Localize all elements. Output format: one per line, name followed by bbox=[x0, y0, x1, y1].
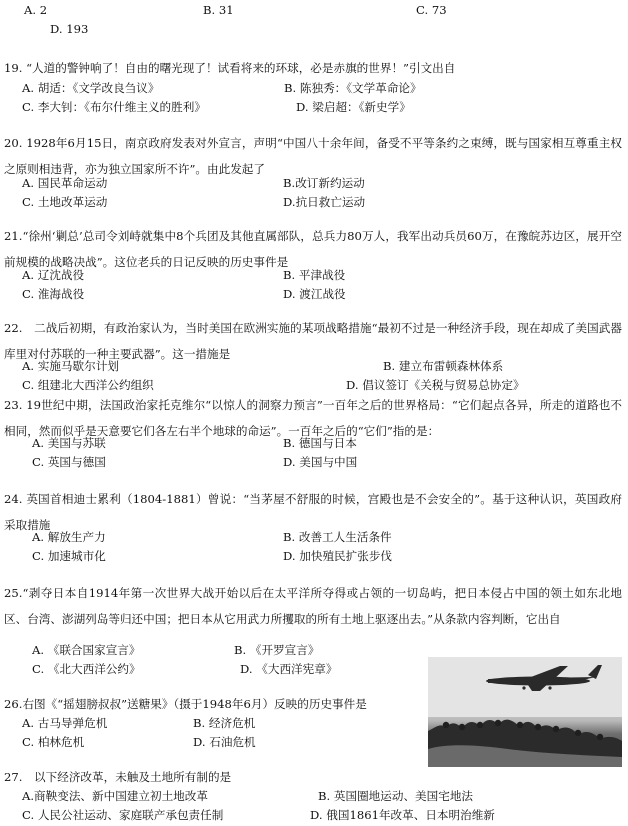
question-27-option-a: A.商鞅变法、新中国建立初土地改革 bbox=[22, 789, 208, 803]
question-26-option-b: B. 经济危机 bbox=[193, 716, 256, 730]
question-23-option-c: C. 英国与德国 bbox=[32, 455, 106, 469]
question-19-stem: 19. “人道的警钟响了！自由的曙光现了！试看将来的环球，必是赤旗的世界！”引文出自 bbox=[4, 61, 456, 75]
question-27-option-d: D. 俄国1861年改革、日本明治维新 bbox=[310, 808, 495, 822]
question-25-option-a: A. 《联合国家宣言》 bbox=[32, 643, 141, 657]
question-27-option-c: C. 人民公社运动、家庭联产承包责任制 bbox=[22, 808, 224, 822]
question-23-option-d: D. 美国与中国 bbox=[283, 455, 358, 469]
question-25-option-d: D. 《大西洋宪章》 bbox=[240, 662, 338, 676]
question-22-option-b: B. 建立布雷顿森林体系 bbox=[383, 359, 504, 373]
question-26-option-c: C. 柏林危机 bbox=[22, 735, 85, 749]
question-23-option-b: B. 德国与日本 bbox=[283, 436, 357, 450]
question-23-option-a: A. 美国与苏联 bbox=[32, 436, 106, 450]
question-27-stem: 27. 以下经济改革，未触及土地所有制的是 bbox=[4, 770, 232, 784]
question-24-stem: 24. 英国首相迪士累利（1804-1881）曾说：“当茅屋不舒服的时候，宫殿也是不会安全的”。基于这种认识，英国政府采取措施 bbox=[4, 492, 622, 532]
question-26-option-d: D. 石油危机 bbox=[193, 735, 256, 749]
question-21-option-a: A. 辽沈战役 bbox=[22, 268, 85, 282]
question-26-stem: 26.右图《“摇翅膀叔叔”送糖果》（摄于1948年6月）反映的历史事件是 bbox=[4, 697, 367, 711]
prev-option-d: D. 193 bbox=[50, 22, 89, 36]
question-24-option-d: D. 加快殖民扩张步伐 bbox=[283, 549, 393, 563]
question-22-option-a: A. 实施马歇尔计划 bbox=[22, 359, 119, 373]
question-20-option-b: B.改订新约运动 bbox=[283, 176, 365, 190]
berlin-airlift-photo bbox=[428, 657, 622, 767]
question-21-option-b: B. 平津战役 bbox=[283, 268, 346, 282]
question-20-option-d: D.抗日救亡运动 bbox=[283, 195, 366, 209]
question-26-option-a: A. 古马导弹危机 bbox=[22, 716, 108, 730]
question-21-option-c: C. 淮海战役 bbox=[22, 287, 85, 301]
question-27-option-b: B. 英国圈地运动、美国宅地法 bbox=[318, 789, 474, 803]
question-19-option-d: D. 梁启超：《新史学》 bbox=[296, 100, 411, 114]
question-21-stem: 21.“徐州‘剿总’总司令刘峙就集中8个兵团及其他直属部队，总兵力80万人，我军出动兵员60万，在豫皖苏边区，展开空前规模的战略决战”。这位老兵的日记反映的历史事件是 bbox=[4, 229, 622, 269]
question-25-option-c: C. 《北大西洋公约》 bbox=[32, 662, 141, 676]
airplane-crowd-illustration bbox=[428, 657, 622, 767]
question-24-option-b: B. 改善工人生活条件 bbox=[283, 530, 392, 544]
question-24-option-c: C. 加速城市化 bbox=[32, 549, 106, 563]
prev-option-a: A. 2 bbox=[24, 3, 48, 17]
question-20-option-c: C. 土地改革运动 bbox=[22, 195, 108, 209]
prev-option-b: B. 31 bbox=[203, 3, 234, 17]
question-22-stem: 22. 二战后初期，有政治家认为，当时美国在欧洲实施的某项战略措施“最初不过是一种经济手段，现在却成了美国武器库里对付苏联的一种主要武器”。这一措施是 bbox=[4, 321, 622, 361]
question-22-option-d: D. 倡议签订《关税与贸易总协定》 bbox=[346, 378, 525, 392]
question-25-option-b: B. 《开罗宣言》 bbox=[234, 643, 320, 657]
question-19-option-b: B. 陈独秀：《文学革命论》 bbox=[284, 81, 422, 95]
question-23-stem: 23. 19世纪中期，法国政治家托克维尔“以惊人的洞察力预言”一百年之后的世界格局：“它们起点各异，所走的道路也不相同，然而似乎是天意要它们各左右半个地球的命运”。一百年之后的“它们”指的是： bbox=[4, 398, 622, 438]
prev-option-c: C. 73 bbox=[416, 3, 447, 17]
question-20-option-a: A. 国民革命运动 bbox=[22, 176, 108, 190]
question-21-option-d: D. 渡江战役 bbox=[283, 287, 346, 301]
question-19-option-a: A. 胡适：《文学改良刍议》 bbox=[22, 81, 160, 95]
question-19-option-c: C. 李大钊：《布尔什维主义的胜利》 bbox=[22, 100, 206, 114]
question-25-stem: 25.“剥夺日本自1914年第一次世界大战开始以后在太平洋所夺得或占领的一切岛屿，把日本侵占中国的领土如东北地区、台湾、澎湖列岛等归还中国；把日本从它用武力所攫取的所有土地上驱逐出去。”从条款内容判断，它出自 bbox=[4, 586, 622, 626]
question-22-option-c: C. 组建北大西洋公约组织 bbox=[22, 378, 154, 392]
question-20-stem: 20. 1928年6月15日，南京政府发表对外宣言，声明“中国八十余年间，备受不平等条约之束缚，既与国家相互尊重主权之原则相违背，亦为独立国家所不许”。由此发起了 bbox=[4, 136, 622, 176]
question-24-option-a: A. 解放生产力 bbox=[32, 530, 106, 544]
